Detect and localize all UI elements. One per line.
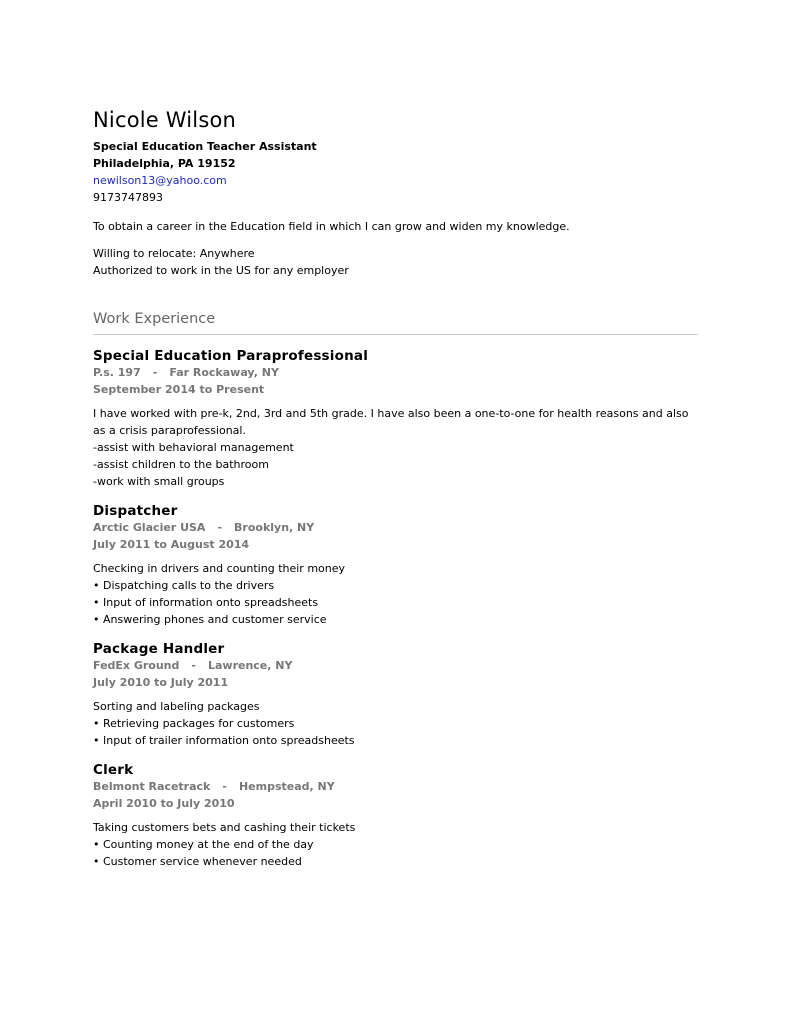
job-location: Lawrence, NY [207,659,293,672]
job-description [93,560,698,628]
authorization-text: Authorized to work in the US for any employer [93,264,349,277]
job-location: Brooklyn, NY [234,521,315,534]
job-description-line: -work with small groups [93,475,225,488]
job-entry [93,503,698,628]
job-separator: - [222,780,227,793]
job-entry [93,641,698,749]
job-description-line: -assist children to the bathroom [93,458,269,471]
job-company-location [93,658,698,675]
job-location: Far Rockaway, NY [169,366,279,379]
job-separator: - [191,659,196,672]
job-entry [93,762,698,870]
job-company: P.s. 197 [93,366,141,379]
job-company-location [93,520,698,537]
job-description-line: • Retrieving packages for customers [93,717,295,730]
job-location: Hempstead, NY [238,780,335,793]
resume-page [93,106,698,870]
job-separator: - [217,521,223,534]
job-company-location [93,365,698,382]
job-description-line: • Dispatching calls to the drivers [93,579,275,592]
job-description-line: -assist with behavioral management [93,441,294,454]
job-description-line: • Customer service whenever needed [93,855,302,868]
job-description-line: Checking in drivers and counting their money [93,562,346,575]
phone-number: 9173747893 [93,191,163,204]
job-entry [93,348,698,490]
job-description-line: Taking customers bets and cashing their tickets [93,821,356,834]
summary: To obtain a career in the Education field in which I can grow and widen my knowledge. [93,220,570,233]
job-description-line: • Answering phones and customer service [93,613,327,626]
job-title-heading: Special Education Teacher Assistant [93,140,317,153]
candidate-name: Nicole Wilson [93,108,237,132]
job-dates: July 2011 to August 2014 [93,537,250,551]
job-description-line: • Input of trailer information onto spreadsheets [93,734,355,747]
job-title: Package Handler [93,641,225,657]
work-preferences [93,245,698,279]
job-title: Clerk [93,762,134,778]
job-company: FedEx Ground [93,659,180,672]
job-company: Arctic Glacier USA [93,521,206,534]
job-description-line: • Input of information onto spreadsheets [93,596,319,609]
job-list [93,348,698,870]
job-description-line: Sorting and labeling packages [93,700,260,713]
job-description [93,819,698,870]
job-description [93,405,698,490]
job-separator: - [152,366,158,379]
job-description [93,698,698,749]
job-description-line: • Counting money at the end of the day [93,838,314,851]
job-company-location [93,779,698,796]
work-experience-heading: Work Experience [93,310,698,335]
job-title: Special Education Paraprofessional [93,348,369,364]
email-link[interactable]: newilson13@yahoo.com [93,174,227,187]
location: Philadelphia, PA 19152 [93,157,236,170]
job-dates: September 2014 to Present [93,382,265,396]
job-company: Belmont Racetrack [93,780,211,793]
job-dates: April 2010 to July 2010 [93,796,235,810]
job-description-line: I have worked with pre-k, 2nd, 3rd and 5th grade. I have also been a one-to-one for health reasons and also as a crisis paraprofessional. [93,407,689,437]
relocate-text: Willing to relocate: Anywhere [93,247,255,260]
job-title: Dispatcher [93,503,178,519]
job-dates: July 2010 to July 2011 [93,675,229,689]
